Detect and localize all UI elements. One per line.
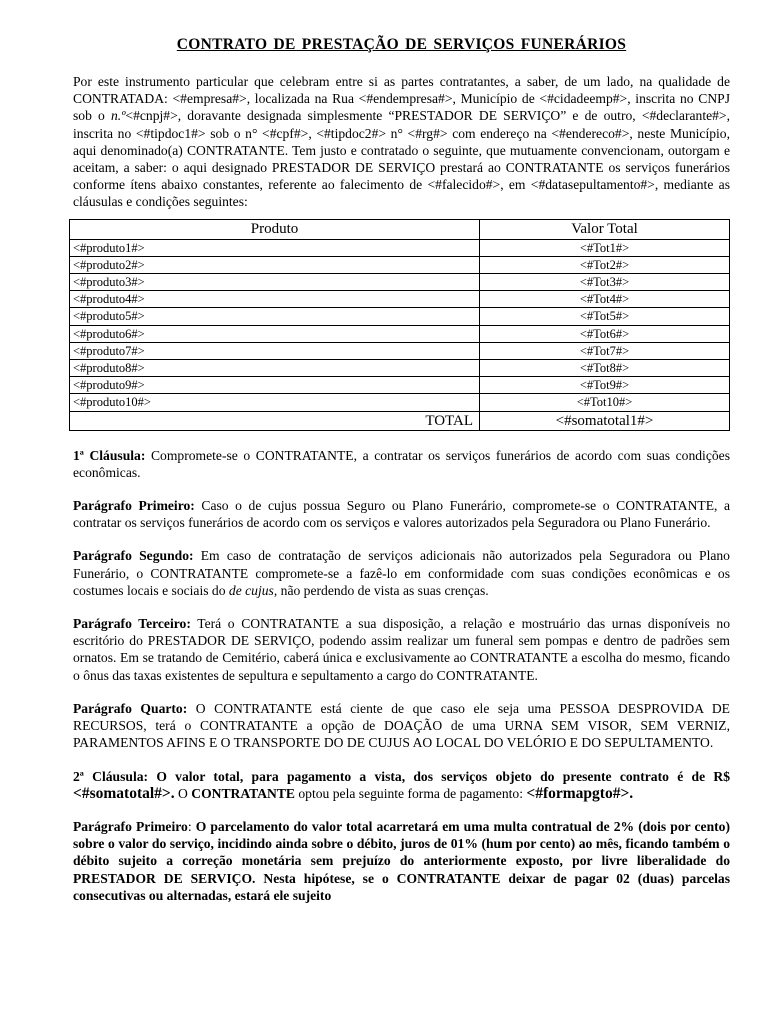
paragrafo-primeiro-c2 bbox=[73, 818, 730, 904]
value-cell: <#Tot2#> bbox=[480, 256, 730, 273]
formapgto-value: <#formapgto#>. bbox=[526, 784, 634, 802]
paragrafo-primeiro-c2-text-1: O parcelamento do valor total acarretará em uma multa contratual de 2% (dois por cento) sobre o valor do serviço, incidindo ainda sobre o débito, juros de 01% (hum por cento) ao mês, ficando também o débito sujeito a correção monetária sem prejuízo do anteriormente exposto, por livre liberalidade do bbox=[73, 818, 730, 869]
paragrafo-primeiro-c2-prestador: PRESTADOR DE SERVIÇO. bbox=[73, 870, 256, 886]
table-row bbox=[70, 325, 730, 342]
clausula-2-text-3: optou pela seguinte forma de pagamento: bbox=[294, 785, 527, 801]
clausula-2-text-2: O bbox=[174, 785, 192, 801]
intro-text-1: Por este instrumento particular que celebram entre si as partes contratantes, a saber, de um lado, na qualidade de CONTRATADA: <#empresa#>, localizada na Rua <#endempresa#>, Município de <#cidadeemp#>, inscrita no CNPJ sob o bbox=[73, 74, 730, 124]
paragrafo-quarto-label: Parágrafo Quarto: bbox=[73, 700, 188, 716]
table-row bbox=[70, 308, 730, 325]
product-cell: <#produto6#> bbox=[70, 325, 480, 342]
paragrafo-terceiro bbox=[73, 615, 730, 684]
intro-text-2: <#cnpj#>, doravante designada simplesmente “PRESTADOR DE SERVIÇO” e de outro, <#declarante#>, inscrita no <#tipdoc1#> sob o n° <#cpf#>, <#tipdoc2#> n° <#rg#> com endereço na <#endereco#>, neste Município, aqui denominado(a) CONTRATANTE. Tem justo e contratado o seguinte, que mutuamente convencionam, outorgam e aceitam, a saber: o aqui designado PRESTADOR DE SERVIÇO prestará ao CONTRATANTE os serviços funerários conforme ítens abaixo constantes, referente ao falecimento de <#falecido#>, em <#datasepultamento#>, mediante as cláusulas e condições seguintes: bbox=[73, 108, 730, 210]
table-row bbox=[70, 239, 730, 256]
paragrafo-primeiro-c2-label: Parágrafo Primeiro bbox=[73, 818, 188, 834]
value-cell: <#Tot4#> bbox=[480, 291, 730, 308]
table-header-row bbox=[70, 219, 730, 239]
products-table bbox=[69, 219, 730, 431]
table-row bbox=[70, 274, 730, 291]
product-cell: <#produto2#> bbox=[70, 256, 480, 273]
clausula-2 bbox=[73, 768, 730, 802]
paragrafo-primeiro bbox=[73, 497, 730, 531]
product-cell: <#produto5#> bbox=[70, 308, 480, 325]
clausula-2-contratante: CONTRATANTE bbox=[191, 785, 295, 801]
intro-number-abbrev: n.º bbox=[111, 108, 126, 124]
paragrafo-primeiro-c2-text-3: deixar de pagar 02 (duas) parcelas consecutivas ou alternadas, estará ele sujeito bbox=[73, 870, 731, 903]
product-cell: <#produto1#> bbox=[70, 239, 480, 256]
table-row bbox=[70, 342, 730, 359]
product-cell: <#produto4#> bbox=[70, 291, 480, 308]
value-cell: <#Tot10#> bbox=[480, 394, 730, 411]
clausula-2-text-1: O valor total, para pagamento a vista, dos serviços objeto do presente contrato é de R$ bbox=[148, 768, 730, 784]
paragrafo-primeiro-c2-text-2: Nesta hipótese, se o bbox=[255, 870, 397, 886]
paragrafo-primeiro-text: Caso o de cujus possua Seguro ou Plano Funerário, compromete-se o CONTRATANTE, a contratar os serviços funerários de acordo com os serviços e valores autorizados pela Seguradora ou Plano Funerário. bbox=[73, 498, 731, 531]
clausula-1-text: Compromete-se o CONTRATANTE, a contratar os serviços funerários de acordo com suas condições econômicas. bbox=[73, 447, 730, 480]
table-row bbox=[70, 377, 730, 394]
table-row bbox=[70, 360, 730, 377]
de-cujus-emphasis: de cujus bbox=[228, 582, 274, 598]
column-header-produto: Produto bbox=[70, 219, 480, 239]
paragrafo-primeiro-label: Parágrafo Primeiro: bbox=[73, 498, 195, 514]
paragrafo-segundo-label: Parágrafo Segundo: bbox=[73, 548, 194, 564]
paragrafo-primeiro-c2-colon: : bbox=[187, 818, 196, 834]
paragrafo-segundo-text-2: , não perdendo de vista as suas crenças. bbox=[273, 582, 489, 598]
paragrafo-quarto bbox=[73, 700, 730, 752]
table-row bbox=[70, 256, 730, 273]
column-header-valor-total: Valor Total bbox=[480, 219, 730, 239]
paragrafo-segundo-text-1: Em caso de contratação de serviços adicionais não autorizados pela Seguradora ou Plano Funerário, o CONTRATANTE compromete-se a fazê-lo em conformidade com suas condições econômicas e os costumes locais e sociais do bbox=[73, 548, 730, 598]
intro-paragraph bbox=[73, 73, 730, 211]
paragrafo-terceiro-text: Terá o CONTRATANTE a sua disposição, a relação e mostruário das urnas disponíveis no escritório do PRESTADOR DE SERVIÇO, podendo assim realizar um funeral sem pompas e dentro de padrões sem ornatos. Em se tratando de Cemitério, caberá única e exclusivamente ao CONTRATANTE a escolha do mesmo, ficando o ônus das taxas existentes de sepultura e sepultamento a cargo do CONTRATANTE. bbox=[73, 616, 731, 683]
somatotal-value: <#somatotal#>. bbox=[73, 784, 175, 802]
product-cell: <#produto10#> bbox=[70, 394, 480, 411]
value-cell: <#Tot5#> bbox=[480, 308, 730, 325]
total-value: <#somatotal1#> bbox=[480, 411, 730, 430]
product-cell: <#produto7#> bbox=[70, 342, 480, 359]
table-total-row bbox=[70, 411, 730, 430]
page-title: CONTRATO DE PRESTAÇÃO DE SERVIÇOS FUNERÁRIOS bbox=[176, 36, 627, 53]
value-cell: <#Tot6#> bbox=[480, 325, 730, 342]
total-label: TOTAL bbox=[70, 411, 480, 430]
clausula-1-label: 1ª Cláusula: bbox=[73, 447, 146, 463]
value-cell: <#Tot9#> bbox=[480, 377, 730, 394]
product-cell: <#produto3#> bbox=[70, 274, 480, 291]
value-cell: <#Tot3#> bbox=[480, 274, 730, 291]
product-cell: <#produto9#> bbox=[70, 377, 480, 394]
paragrafo-terceiro-label: Parágrafo Terceiro: bbox=[73, 616, 191, 632]
value-cell: <#Tot1#> bbox=[480, 239, 730, 256]
clausula-1 bbox=[73, 447, 730, 481]
product-cell: <#produto8#> bbox=[70, 360, 480, 377]
value-cell: <#Tot8#> bbox=[480, 360, 730, 377]
table-row bbox=[70, 394, 730, 411]
paragrafo-quarto-text: O CONTRATANTE está ciente de que caso ele seja uma PESSOA DESPROVIDA DE RECURSOS, terá o CONTRATANTE a opção de DOAÇÃO de uma URNA SEM VISOR, SEM VERNIZ, PARAMENTOS AFINS E O TRANSPORTE DO DE CUJUS AO LOCAL DO VELÓRIO E DO SEPULTAMENTO. bbox=[73, 700, 730, 751]
contract-page bbox=[73, 36, 730, 904]
value-cell: <#Tot7#> bbox=[480, 342, 730, 359]
paragrafo-primeiro-c2-contratante: CONTRATANTE bbox=[396, 870, 501, 886]
paragrafo-segundo bbox=[73, 547, 730, 599]
clausula-2-label: 2ª Cláusula: bbox=[73, 768, 149, 784]
table-row bbox=[70, 291, 730, 308]
